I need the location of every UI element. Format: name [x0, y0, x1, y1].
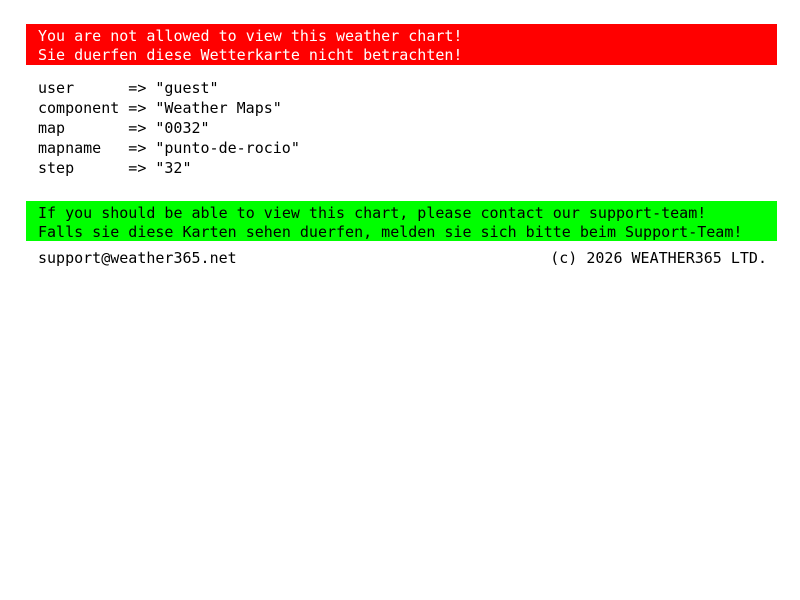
detail-key: map [38, 119, 66, 137]
detail-value: "punto-de-rocio" [155, 139, 300, 157]
support-line-english: If you should be able to view this chart, please contact our support-team! [38, 204, 707, 222]
error-line-german: Sie duerfen diese Wetterkarte nicht betrachten! [38, 46, 463, 64]
request-details [38, 78, 300, 178]
copyright-notice: (c) 2026 WEATHER365 LTD. [550, 249, 767, 267]
detail-key: step [38, 159, 75, 177]
detail-arrow: => [128, 119, 147, 137]
detail-key: component [38, 99, 120, 117]
detail-row-step [38, 158, 300, 178]
detail-value: "32" [155, 159, 192, 177]
support-line-german: Falls sie diese Karten sehen duerfen, melden sie sich bitte beim Support-Team! [38, 223, 743, 241]
error-banner [26, 24, 777, 65]
detail-arrow: => [128, 139, 147, 157]
detail-row-component [38, 98, 300, 118]
error-line-english: You are not allowed to view this weather chart! [38, 27, 463, 45]
detail-row-map [38, 118, 300, 138]
detail-value: "0032" [155, 119, 210, 137]
detail-key: mapname [38, 139, 102, 157]
detail-arrow: => [128, 159, 147, 177]
footer [38, 251, 767, 266]
detail-arrow: => [128, 79, 147, 97]
detail-value: "guest" [155, 79, 219, 97]
detail-key: user [38, 79, 75, 97]
detail-arrow: => [128, 99, 147, 117]
detail-value: "Weather Maps" [155, 99, 282, 117]
support-email: support@weather365.net [38, 249, 237, 267]
detail-row-user [38, 78, 300, 98]
detail-row-mapname [38, 138, 300, 158]
support-banner [26, 201, 777, 241]
